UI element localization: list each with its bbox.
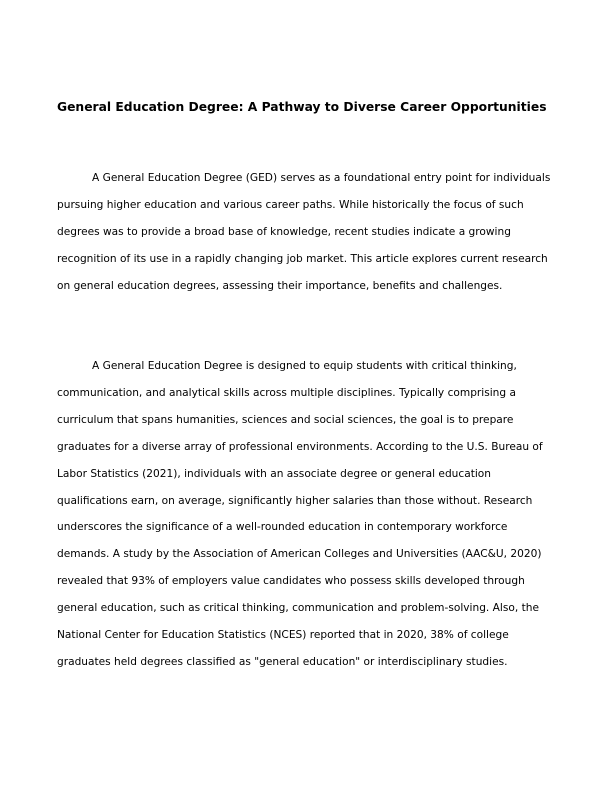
- paragraph-overview: A General Education Degree is designed to equip students with critical thinking, communication, and analytical skills across multiple disciplines. Typically comprising a curriculum that spans humanities, sciences and social sciences, the goal is to prepare graduates for a diverse array of professional environments. According to the U.S. Bureau of Labor Statistics (2021), individuals with an associate degree or general education qualifications earn, on average, significantly higher salaries than those without. Research underscores the significance of a well-rounded education in contemporary workforce demands. A study by the Association of American Colleges and Universities (AAC&U, 2020) revealed that 93% of employers value candidates who possess skills developed through general education, such as critical thinking, communication and problem-solving. Also, the National Center for Education Statistics (NCES) reported that in 2020, 38% of college graduates held degrees classified as "general education" or interdisciplinary studies.: [57, 360, 543, 668]
- paragraph-introduction: A General Education Degree (GED) serves as a foundational entry point for individuals pursuing higher education and various career paths. While historically the focus of such degrees was to provide a broad base of knowledge, recent studies indicate a growing recognition of its use in a rapidly changing job market. This article explores current research on general education degrees, assessing their importance, benefits and challenges.: [57, 172, 551, 292]
- document-title: General Education Degree: A Pathway to Diverse Career Opportunities: [57, 100, 547, 114]
